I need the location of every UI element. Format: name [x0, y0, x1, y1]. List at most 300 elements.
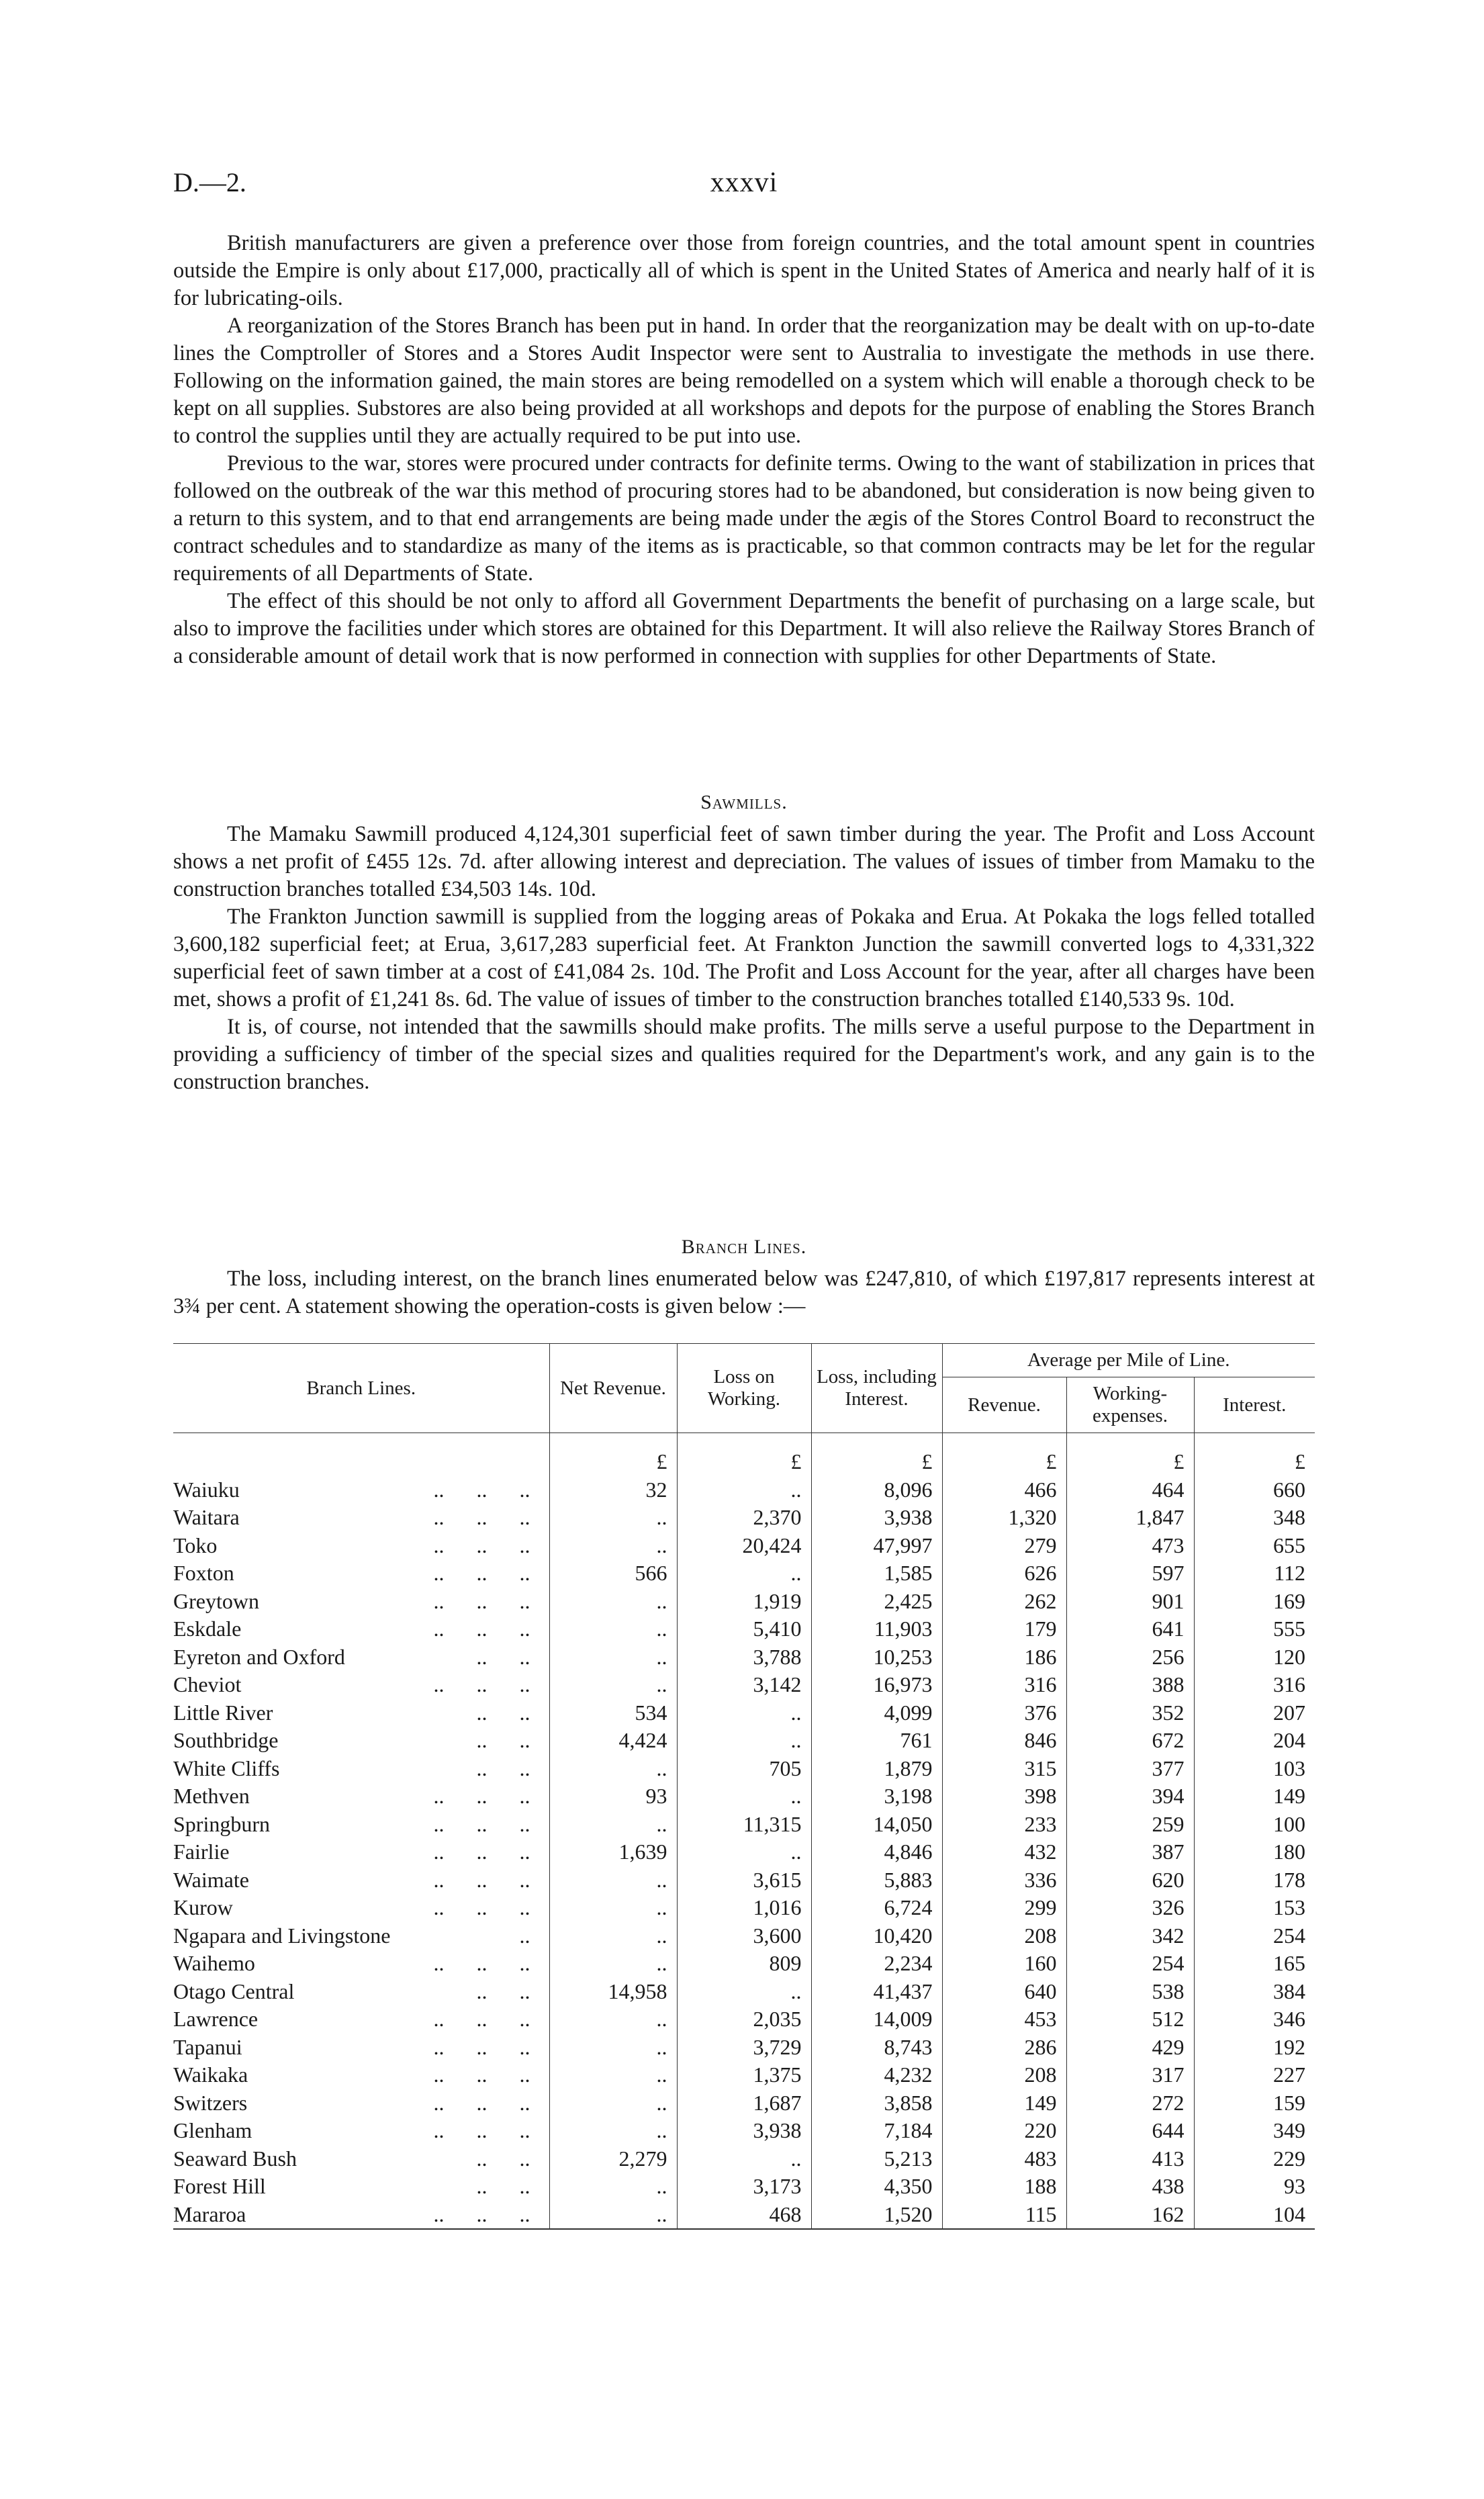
cell-loss-including-interest: 1,520 — [811, 2201, 942, 2230]
cell-loss-on-working: 705 — [677, 1755, 811, 1783]
cell-net-revenue: .. — [549, 1671, 677, 1699]
cell-net-revenue: .. — [549, 1922, 677, 1950]
dot-leader: .. .. .. — [433, 1617, 530, 1641]
cell-loss-including-interest: 3,858 — [811, 2089, 942, 2118]
dot-leader: .. .. .. — [433, 2090, 530, 2115]
unit-label: £ — [811, 1433, 942, 1476]
cell-loss-including-interest: 5,213 — [811, 2145, 942, 2173]
branch-name: Waihemo — [173, 1951, 255, 1975]
cell-loss-including-interest: 1,879 — [811, 1755, 942, 1783]
document-id: D.—2. — [173, 167, 246, 197]
branch-lines-table — [173, 1343, 1315, 2230]
cell-branch-name — [173, 1643, 549, 1672]
cell-interest-per-mile: 103 — [1194, 1755, 1315, 1783]
dot-leader: .. .. .. — [433, 2118, 530, 2142]
cell-loss-on-working: 3,788 — [677, 1643, 811, 1672]
cell-working-expenses-per-mile: 429 — [1066, 2034, 1194, 2062]
cell-loss-including-interest: 6,724 — [811, 1894, 942, 1922]
cell-branch-name — [173, 1699, 549, 1727]
branch-name: Forest Hill — [173, 2174, 266, 2198]
cell-loss-on-working: 3,615 — [677, 1866, 811, 1895]
cell-revenue-per-mile: 398 — [942, 1782, 1066, 1811]
cell-loss-including-interest: 2,425 — [811, 1588, 942, 1616]
cell-working-expenses-per-mile: 901 — [1066, 1588, 1194, 1616]
cell-loss-on-working: 1,687 — [677, 2089, 811, 2118]
header-net-revenue: Net Revenue. — [549, 1344, 677, 1433]
cell-working-expenses-per-mile: 512 — [1066, 2005, 1194, 2034]
cell-loss-including-interest: 10,253 — [811, 1643, 942, 1672]
cell-working-expenses-per-mile: 394 — [1066, 1782, 1194, 1811]
cell-revenue-per-mile: 186 — [942, 1643, 1066, 1672]
table-row — [173, 2005, 1315, 2034]
cell-net-revenue: 32 — [549, 1476, 677, 1504]
unit-label: £ — [942, 1433, 1066, 1476]
cell-net-revenue: .. — [549, 2005, 677, 2034]
cell-working-expenses-per-mile: 464 — [1066, 1476, 1194, 1504]
branch-name: Fairlie — [173, 1839, 230, 1864]
cell-interest-per-mile: 316 — [1194, 1671, 1315, 1699]
cell-revenue-per-mile: 179 — [942, 1615, 1066, 1643]
stores-section — [173, 230, 1315, 670]
branch-name: Eyreton and Oxford — [173, 1644, 345, 1669]
cell-revenue-per-mile: 220 — [942, 2117, 1066, 2145]
cell-loss-including-interest: 47,997 — [811, 1532, 942, 1560]
cell-loss-including-interest: 761 — [811, 1727, 942, 1755]
cell-revenue-per-mile: 286 — [942, 2034, 1066, 2062]
cell-loss-including-interest: 3,938 — [811, 1504, 942, 1532]
cell-branch-name — [173, 1588, 549, 1616]
dot-leader: .. .. .. — [433, 1477, 530, 1502]
cell-loss-on-working: .. — [677, 1727, 811, 1755]
cell-loss-including-interest: 2,234 — [811, 1950, 942, 1978]
cell-revenue-per-mile: 233 — [942, 1811, 1066, 1839]
cell-branch-name — [173, 2061, 549, 2089]
cell-net-revenue: .. — [549, 1811, 677, 1839]
cell-loss-including-interest: 4,099 — [811, 1699, 942, 1727]
paragraph: It is, of course, not intended that the sawmills should make profits. The mills serve a useful purpose to the Department in providing a sufficiency of timber of the special sizes and qualities required for the Department's work, and any gain is to the construction branches. — [173, 1015, 1315, 1094]
paragraph: The Frankton Junction sawmill is supplied from the logging areas of Pokaka and Erua. At Pokaka the logs felled totalled 3,600,182 superficial feet; at Erua, 3,617,283 superficial feet. At Frankton Junction the sawmill converted logs to 4,331,322 superficial feet of sawn timber at a cost of £41,084 2s. 10d. The Profit and Loss Account for the year, after all charges have been met, shows a profit of £1,241 8s. 6d. The value of issues of timber to the construction branches totalled £140,533 9s. 10d. — [173, 905, 1315, 1011]
cell-net-revenue: .. — [549, 2089, 677, 2118]
cell-loss-including-interest: 14,009 — [811, 2005, 942, 2034]
cell-loss-including-interest: 4,350 — [811, 2173, 942, 2201]
cell-working-expenses-per-mile: 1,847 — [1066, 1504, 1194, 1532]
dot-leader: .. .. .. — [433, 2034, 530, 2059]
branch-name: Foxton — [173, 1561, 234, 1585]
cell-net-revenue: .. — [549, 2173, 677, 2201]
cell-net-revenue: .. — [549, 1755, 677, 1783]
table-row — [173, 2117, 1315, 2145]
branch-name: Southbridge — [173, 1728, 279, 1752]
branch-lines-heading: Branch Lines. — [681, 1236, 807, 1258]
table-row — [173, 1922, 1315, 1950]
cell-working-expenses-per-mile: 672 — [1066, 1727, 1194, 1755]
header-loss-on-working: Loss on Working. — [677, 1344, 811, 1433]
cell-working-expenses-per-mile: 438 — [1066, 2173, 1194, 2201]
cell-loss-on-working: 3,142 — [677, 1671, 811, 1699]
cell-branch-name — [173, 1811, 549, 1839]
cell-loss-including-interest: 7,184 — [811, 2117, 942, 2145]
cell-loss-including-interest: 16,973 — [811, 1671, 942, 1699]
cell-branch-name — [173, 1476, 549, 1504]
page-header — [173, 167, 1315, 207]
cell-net-revenue: 534 — [549, 1699, 677, 1727]
branch-name: Kurow — [173, 1895, 233, 1919]
sawmills-section — [173, 821, 1315, 1096]
cell-branch-name — [173, 2034, 549, 2062]
branch-name: Mararoa — [173, 2201, 246, 2226]
cell-loss-on-working: 2,035 — [677, 2005, 811, 2034]
cell-loss-on-working: .. — [677, 2145, 811, 2173]
cell-working-expenses-per-mile: 256 — [1066, 1643, 1194, 1672]
cell-revenue-per-mile: 208 — [942, 1922, 1066, 1950]
branch-name: Seaward Bush — [173, 2146, 297, 2171]
cell-revenue-per-mile: 315 — [942, 1755, 1066, 1783]
cell-working-expenses-per-mile: 473 — [1066, 1532, 1194, 1560]
cell-net-revenue: .. — [549, 1866, 677, 1895]
cell-loss-including-interest: 5,883 — [811, 1866, 942, 1895]
cell-revenue-per-mile: 188 — [942, 2173, 1066, 2201]
cell-branch-name — [173, 1504, 549, 1532]
cell-net-revenue: .. — [549, 1588, 677, 1616]
dot-leader: .. .. — [476, 1979, 530, 2003]
cell-working-expenses-per-mile: 317 — [1066, 2061, 1194, 2089]
cell-revenue-per-mile: 453 — [942, 2005, 1066, 2034]
dot-leader: .. .. .. — [433, 2201, 530, 2226]
cell-revenue-per-mile: 640 — [942, 1978, 1066, 2006]
table-row — [173, 1950, 1315, 1978]
cell-revenue-per-mile: 262 — [942, 1588, 1066, 1616]
sawmills-heading: Sawmills. — [700, 791, 788, 813]
branch-name: Otago Central — [173, 1979, 295, 2003]
cell-interest-per-mile: 159 — [1194, 2089, 1315, 2118]
cell-revenue-per-mile: 299 — [942, 1894, 1066, 1922]
cell-revenue-per-mile: 466 — [942, 1476, 1066, 1504]
cell-net-revenue: .. — [549, 1950, 677, 1978]
table-row — [173, 1699, 1315, 1727]
unit-label: £ — [1194, 1433, 1315, 1476]
cell-loss-on-working: .. — [677, 1838, 811, 1866]
cell-working-expenses-per-mile: 387 — [1066, 1838, 1194, 1866]
cell-interest-per-mile: 207 — [1194, 1699, 1315, 1727]
cell-branch-name — [173, 1727, 549, 1755]
table-row — [173, 1671, 1315, 1699]
branch-name: Waiuku — [173, 1477, 240, 1502]
cell-revenue-per-mile: 1,320 — [942, 1504, 1066, 1532]
dot-leader: .. .. .. — [433, 1561, 530, 1585]
cell-net-revenue: .. — [549, 2201, 677, 2230]
branch-name: Cheviot — [173, 1672, 242, 1696]
cell-interest-per-mile: 555 — [1194, 1615, 1315, 1643]
cell-interest-per-mile: 120 — [1194, 1643, 1315, 1672]
cell-branch-name — [173, 1559, 549, 1588]
cell-revenue-per-mile: 160 — [942, 1950, 1066, 1978]
cell-branch-name — [173, 1838, 549, 1866]
cell-working-expenses-per-mile: 259 — [1066, 1811, 1194, 1839]
cell-net-revenue: .. — [549, 2117, 677, 2145]
dot-leader: .. .. — [476, 1756, 530, 1780]
branch-name: Springburn — [173, 1811, 270, 1836]
dot-leader: .. .. — [476, 2146, 530, 2171]
cell-loss-on-working: 1,919 — [677, 1588, 811, 1616]
cell-net-revenue: .. — [549, 1504, 677, 1532]
cell-branch-name — [173, 1671, 549, 1699]
cell-revenue-per-mile: 432 — [942, 1838, 1066, 1866]
cell-revenue-per-mile: 316 — [942, 1671, 1066, 1699]
cell-revenue-per-mile: 208 — [942, 2061, 1066, 2089]
paragraph: British manufacturers are given a preference over those from foreign countries, and the total amount spent in countries outside the Empire is only about £17,000, practically all of which is spent in the United States of America and nearly half of it is for lubricating-oils. — [173, 231, 1315, 310]
cell-working-expenses-per-mile: 254 — [1066, 1950, 1194, 1978]
page-number: xxxvi — [710, 167, 778, 198]
cell-working-expenses-per-mile: 377 — [1066, 1755, 1194, 1783]
table-row — [173, 2201, 1315, 2230]
cell-interest-per-mile: 227 — [1194, 2061, 1315, 2089]
cell-branch-name — [173, 2173, 549, 2201]
branch-name: Tapanui — [173, 2034, 242, 2059]
cell-interest-per-mile: 204 — [1194, 1727, 1315, 1755]
cell-interest-per-mile: 153 — [1194, 1894, 1315, 1922]
cell-net-revenue: 566 — [549, 1559, 677, 1588]
branch-name: Methven — [173, 1784, 250, 1808]
paragraph: The loss, including interest, on the branch lines enumerated below was £247,810, of which £197,817 represents interest at 3¾ per cent. A statement showing the operation-costs is given below :— — [173, 1267, 1315, 1318]
dot-leader: .. .. — [476, 1728, 530, 1752]
table-row — [173, 2034, 1315, 2062]
table-row — [173, 1643, 1315, 1672]
table-row — [173, 1978, 1315, 2006]
cell-working-expenses-per-mile: 162 — [1066, 2201, 1194, 2230]
cell-revenue-per-mile: 376 — [942, 1699, 1066, 1727]
cell-interest-per-mile: 149 — [1194, 1782, 1315, 1811]
table-row — [173, 1838, 1315, 1866]
cell-loss-on-working: .. — [677, 1476, 811, 1504]
table-row — [173, 2145, 1315, 2173]
cell-branch-name — [173, 1922, 549, 1950]
cell-interest-per-mile: 229 — [1194, 2145, 1315, 2173]
cell-branch-name — [173, 1615, 549, 1643]
cell-loss-including-interest: 41,437 — [811, 1978, 942, 2006]
paragraph: Previous to the war, stores were procured under contracts for definite terms. Owing to the want of stabilization in prices that followed on the outbreak of the war this method of procuring stores had to be abandoned, but consideration is now being given to a return to this system, and to that end arrangements are being made under the ægis of the Stores Control Board to reconstruct the contract schedules and to standardize as many of the items as is practicable, so that common contracts may be let for the regular requirements of all Departments of State. — [173, 451, 1315, 586]
cell-working-expenses-per-mile: 326 — [1066, 1894, 1194, 1922]
cell-net-revenue: .. — [549, 2034, 677, 2062]
cell-loss-on-working: .. — [677, 1782, 811, 1811]
cell-net-revenue: 93 — [549, 1782, 677, 1811]
paragraph: The effect of this should be not only to afford all Government Departments the benefit of purchasing on a large scale, but also to improve the facilities under which stores are obtained for this Department. It will also relieve the Railway Stores Branch of a considerable amount of detail work that is now performed in connection with supplies for other Departments of State. — [173, 589, 1315, 668]
cell-working-expenses-per-mile: 538 — [1066, 1978, 1194, 2006]
cell-interest-per-mile: 192 — [1194, 2034, 1315, 2062]
cell-loss-including-interest: 4,846 — [811, 1838, 942, 1866]
units-row — [173, 1433, 1315, 1476]
cell-net-revenue: 1,639 — [549, 1838, 677, 1866]
cell-branch-name — [173, 1532, 549, 1560]
cell-loss-including-interest: 11,903 — [811, 1615, 942, 1643]
dot-leader: .. .. — [476, 1700, 530, 1725]
table-body — [173, 1433, 1315, 2230]
cell-revenue-per-mile: 115 — [942, 2201, 1066, 2230]
cell-branch-name — [173, 2201, 549, 2230]
table-row — [173, 1532, 1315, 1560]
cell-loss-on-working: .. — [677, 1978, 811, 2006]
cell-branch-name — [173, 2089, 549, 2118]
branch-name: Toko — [173, 1533, 218, 1557]
table-row — [173, 1894, 1315, 1922]
cell-loss-on-working: 1,016 — [677, 1894, 811, 1922]
cell-working-expenses-per-mile: 352 — [1066, 1699, 1194, 1727]
cell-interest-per-mile: 100 — [1194, 1811, 1315, 1839]
cell-loss-on-working: 11,315 — [677, 1811, 811, 1839]
branch-name: Waimate — [173, 1867, 249, 1892]
dot-leader: .. .. .. — [433, 1588, 530, 1613]
cell-branch-name — [173, 1978, 549, 2006]
dot-leader: .. .. .. — [433, 1672, 530, 1696]
cell-loss-on-working: 468 — [677, 2201, 811, 2230]
cell-revenue-per-mile: 149 — [942, 2089, 1066, 2118]
branch-name: Eskdale — [173, 1617, 242, 1641]
table-row — [173, 1727, 1315, 1755]
cell-interest-per-mile: 112 — [1194, 1559, 1315, 1588]
dot-leader: .. — [519, 1923, 530, 1948]
paragraph: A reorganization of the Stores Branch has been put in hand. In order that the reorganization may be dealt with on up-to-date lines the Comptroller of Stores and a Stores Audit Inspector were sent to Australia to investigate the methods in use there. Following on the information gained, the main stores are being remodelled on a system which will enable a thorough check to be kept on all supplies. Substores are also being provided at all workshops and depots for the purpose of enabling the Stores Branch to control the supplies until they are actually required to be put into use. — [173, 314, 1315, 448]
dot-leader: .. .. .. — [433, 1505, 530, 1529]
cell-loss-including-interest: 1,585 — [811, 1559, 942, 1588]
cell-working-expenses-per-mile: 597 — [1066, 1559, 1194, 1588]
table-row — [173, 1559, 1315, 1588]
table-row — [173, 1866, 1315, 1895]
cell-interest-per-mile: 655 — [1194, 1532, 1315, 1560]
branch-name: Little River — [173, 1700, 273, 1725]
dot-leader: .. .. — [476, 1644, 530, 1669]
cell-loss-on-working: 20,424 — [677, 1532, 811, 1560]
branch-name: Waitara — [173, 1505, 240, 1529]
cell-working-expenses-per-mile: 342 — [1066, 1922, 1194, 1950]
branch-name: Lawrence — [173, 2007, 259, 2031]
cell-loss-on-working: 809 — [677, 1950, 811, 1978]
cell-working-expenses-per-mile: 620 — [1066, 1866, 1194, 1895]
dot-leader: .. .. .. — [433, 1533, 530, 1557]
cell-interest-per-mile: 180 — [1194, 1838, 1315, 1866]
cell-net-revenue: 14,958 — [549, 1978, 677, 2006]
table-row — [173, 1504, 1315, 1532]
unit-label: £ — [677, 1433, 811, 1476]
cell-net-revenue: .. — [549, 2061, 677, 2089]
cell-loss-on-working: .. — [677, 1559, 811, 1588]
cell-branch-name — [173, 1950, 549, 1978]
table-row — [173, 1588, 1315, 1616]
cell-net-revenue: .. — [549, 1532, 677, 1560]
cell-loss-on-working: 5,410 — [677, 1615, 811, 1643]
cell-branch-name — [173, 1755, 549, 1783]
cell-loss-including-interest: 10,420 — [811, 1922, 942, 1950]
branch-name: Glenham — [173, 2118, 252, 2142]
header-working-expenses: Working-expenses. — [1066, 1377, 1194, 1433]
cell-loss-on-working: 3,938 — [677, 2117, 811, 2145]
paragraph: The Mamaku Sawmill produced 4,124,301 superficial feet of sawn timber during the year. The Profit and Loss Account shows a net profit of £455 12s. 7d. after allowing interest and depreciation. The values of issues of timber from Mamaku to the construction branches totalled £34,503 14s. 10d. — [173, 822, 1315, 901]
cell-loss-including-interest: 8,743 — [811, 2034, 942, 2062]
cell-branch-name — [173, 1782, 549, 1811]
unit-label: £ — [1066, 1433, 1194, 1476]
cell-net-revenue: .. — [549, 1643, 677, 1672]
cell-branch-name — [173, 1894, 549, 1922]
dot-leader: .. .. .. — [433, 2062, 530, 2087]
cell-interest-per-mile: 93 — [1194, 2173, 1315, 2201]
cell-interest-per-mile: 169 — [1194, 1588, 1315, 1616]
cell-working-expenses-per-mile: 641 — [1066, 1615, 1194, 1643]
table-row — [173, 2173, 1315, 2201]
dot-leader: .. .. .. — [433, 1784, 530, 1808]
cell-loss-including-interest: 3,198 — [811, 1782, 942, 1811]
table-row — [173, 1811, 1315, 1839]
branch-lines-intro — [173, 1265, 1315, 1320]
cell-interest-per-mile: 104 — [1194, 2201, 1315, 2230]
table-row — [173, 1755, 1315, 1783]
branch-name: Switzers — [173, 2090, 248, 2115]
cell-revenue-per-mile: 483 — [942, 2145, 1066, 2173]
cell-working-expenses-per-mile: 272 — [1066, 2089, 1194, 2118]
cell-loss-on-working: 3,173 — [677, 2173, 811, 2201]
branch-name: Ngapara and Livingstone — [173, 1923, 391, 1948]
cell-net-revenue: .. — [549, 1615, 677, 1643]
cell-interest-per-mile: 349 — [1194, 2117, 1315, 2145]
cell-loss-including-interest: 8,096 — [811, 1476, 942, 1504]
cell-revenue-per-mile: 846 — [942, 1727, 1066, 1755]
cell-revenue-per-mile: 336 — [942, 1866, 1066, 1895]
dot-leader: .. .. .. — [433, 1811, 530, 1836]
cell-branch-name — [173, 1866, 549, 1895]
cell-interest-per-mile: 178 — [1194, 1866, 1315, 1895]
cell-revenue-per-mile: 626 — [942, 1559, 1066, 1588]
cell-net-revenue: 2,279 — [549, 2145, 677, 2173]
cell-loss-on-working: 3,600 — [677, 1922, 811, 1950]
branch-name: Waikaka — [173, 2062, 248, 2087]
cell-interest-per-mile: 384 — [1194, 1978, 1315, 2006]
cell-interest-per-mile: 348 — [1194, 1504, 1315, 1532]
cell-branch-name — [173, 2005, 549, 2034]
dot-leader: .. .. .. — [433, 2007, 530, 2031]
unit-label: £ — [549, 1433, 677, 1476]
cell-interest-per-mile: 254 — [1194, 1922, 1315, 1950]
table-row — [173, 1476, 1315, 1504]
branch-name: White Cliffs — [173, 1756, 280, 1780]
table-row — [173, 2089, 1315, 2118]
cell-loss-on-working: 2,370 — [677, 1504, 811, 1532]
cell-loss-on-working: 3,729 — [677, 2034, 811, 2062]
header-revenue: Revenue. — [942, 1377, 1066, 1433]
dot-leader: .. .. .. — [433, 1895, 530, 1919]
table-row — [173, 1782, 1315, 1811]
cell-working-expenses-per-mile: 413 — [1066, 2145, 1194, 2173]
header-interest: Interest. — [1194, 1377, 1315, 1433]
header-branch-lines: Branch Lines. — [306, 1377, 416, 1399]
table-row — [173, 1615, 1315, 1643]
cell-working-expenses-per-mile: 388 — [1066, 1671, 1194, 1699]
cell-loss-on-working: 1,375 — [677, 2061, 811, 2089]
cell-interest-per-mile: 165 — [1194, 1950, 1315, 1978]
dot-leader: .. .. .. — [433, 1951, 530, 1975]
cell-branch-name — [173, 2117, 549, 2145]
cell-revenue-per-mile: 279 — [942, 1532, 1066, 1560]
cell-interest-per-mile: 346 — [1194, 2005, 1315, 2034]
cell-loss-including-interest: 14,050 — [811, 1811, 942, 1839]
cell-net-revenue: .. — [549, 1894, 677, 1922]
cell-net-revenue: 4,424 — [549, 1727, 677, 1755]
cell-interest-per-mile: 660 — [1194, 1476, 1315, 1504]
dot-leader: .. .. .. — [433, 1867, 530, 1892]
cell-loss-including-interest: 4,232 — [811, 2061, 942, 2089]
cell-working-expenses-per-mile: 644 — [1066, 2117, 1194, 2145]
dot-leader: .. .. .. — [433, 1839, 530, 1864]
cell-loss-on-working: .. — [677, 1699, 811, 1727]
dot-leader: .. .. — [476, 2174, 530, 2198]
header-loss-including-interest: Loss, including Interest. — [811, 1344, 942, 1433]
cell-branch-name — [173, 2145, 549, 2173]
